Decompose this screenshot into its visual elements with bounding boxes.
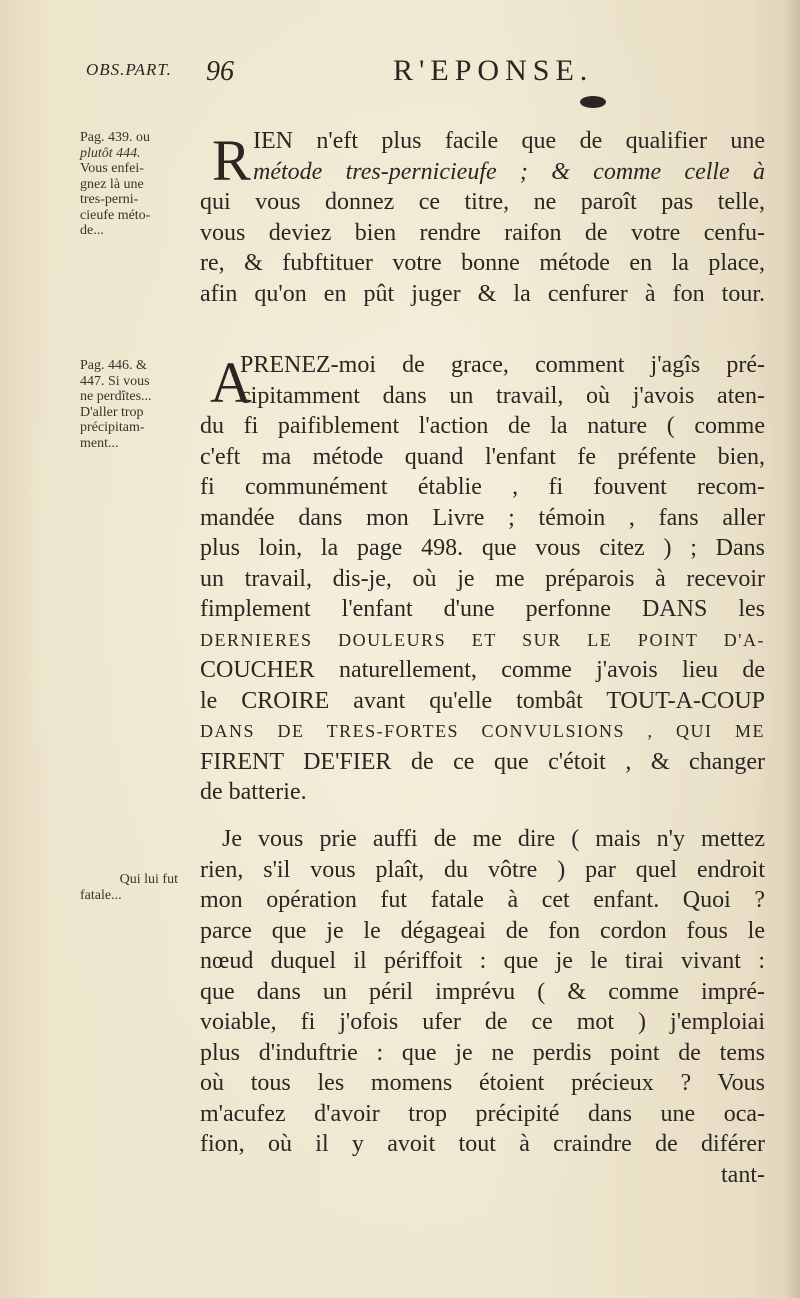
text-line: un travail, dis-je, où je me préparois à recevoir (200, 565, 765, 592)
text-line: afin qu'on en pût juger & la cenfurer à fon tour. (200, 280, 765, 307)
text-line: le CROIRE avant qu'elle tombât TOUT-A-COUP (200, 687, 765, 714)
paragraph-1 (200, 126, 765, 309)
running-head-section: OBS.PART. (86, 60, 172, 79)
margin-note-1 (80, 130, 190, 239)
text-line-small-caps: DANS DE TRES-FORTES CONVULSIONS , QUI ME (200, 721, 765, 741)
margin-note-line: ment... (80, 435, 119, 451)
margin-note-line: fatale... (80, 887, 122, 903)
text-line: nœud duquel il périffoit : que je le tirai vivant : (200, 948, 765, 974)
margin-note-line: Pag. 439. ou (80, 130, 150, 145)
text-line: COUCHER naturellement, comme j'avois lieu de (200, 657, 765, 683)
page-number: 96 (206, 56, 234, 87)
text-line: parce que je le dégageai de fon cordon fous le (200, 917, 765, 944)
text-line: re, & fubftituer votre bonne métode en la place, (200, 250, 765, 276)
margin-note-line: gnez là une (80, 176, 144, 192)
text-line: cipitamment dans un travail, où j'avois aten- (240, 382, 765, 409)
margin-note-line: Qui lui fut (119, 872, 178, 887)
text-line: qui vous donnez ce titre, ne paroît pas telle, (200, 189, 765, 215)
text-line: FIRENT DE'FIER de ce que c'étoit , & changer (200, 748, 765, 775)
text-line: plus loin, la page 498. que vous citez ) ; Dans (200, 535, 765, 561)
margin-note-line: ne perdîtes... (80, 389, 152, 404)
text-line: que dans un péril imprévu ( & comme impré- (200, 978, 765, 1005)
text-line: voiable, fi j'ofois ufer de ce mot ) j'emploiai (200, 1009, 765, 1035)
text-line: fion, où il y avoit tout à craindre de diférer (200, 1131, 765, 1157)
text-line: fimplement l'enfant d'une perfonne DANS les (200, 596, 765, 622)
margin-note-line: D'aller trop (80, 404, 144, 420)
paragraph-3 (200, 824, 765, 1190)
text-line: fi communément établie , fi fouvent recom- (200, 474, 765, 500)
text-line: mandée dans mon Livre ; témoin , fans aller (200, 504, 765, 531)
text-line: Je vous prie auffi de me dire ( mais n'y mettez (222, 826, 765, 852)
catchword: tant- (721, 1161, 765, 1188)
margin-note-line: tres-perni- (80, 192, 139, 207)
margin-note-line: précipitam- (80, 420, 145, 435)
margin-note-line: Pag. 446. & (80, 358, 147, 373)
text-line: où tous les momens étoient précieux ? Vous (200, 1070, 765, 1096)
text-line: c'eft ma métode quand l'enfant fe préfente bien, (200, 443, 765, 470)
margin-note-line: 447. Si vous (80, 373, 150, 389)
text-line: du fi paifiblement l'action de la nature ( comme (200, 413, 765, 439)
text-line: m'acufez d'avoir trop précipité dans une oca- (200, 1100, 765, 1127)
margin-note-line: cieufe méto- (80, 207, 151, 223)
text-line: plus d'induftrie : que je ne perdis point de tems (200, 1039, 765, 1066)
paragraph-2 (200, 350, 765, 808)
margin-note-3 (80, 872, 178, 903)
margin-note-2 (80, 358, 190, 451)
margin-note-line: Vous enfei- (80, 161, 144, 176)
running-head-title: R'EPONSE. (393, 54, 594, 87)
text-line: vous deviez bien rendre raifon de votre cenfu- (200, 219, 765, 246)
drop-cap-r: R (212, 128, 251, 193)
text-line: IEN n'eft plus facile que de qualifier une (253, 128, 765, 154)
ornament-fleuron-icon (580, 96, 606, 108)
drop-cap-a: A (210, 350, 252, 415)
margin-note-line: plutôt 444. (80, 145, 141, 161)
text-line: métode tres-pernicieufe ; & comme celle à (253, 158, 765, 185)
text-line: mon opération fut fatale à cet enfant. Quoi ? (200, 887, 765, 913)
margin-note-line: de... (80, 223, 104, 238)
text-line: PRENEZ-moi de grace, comment j'agîs pré- (240, 352, 765, 378)
text-line: de batterie. (200, 779, 307, 805)
text-line: rien, s'il vous plaît, du vôtre ) par quel endroit (200, 856, 765, 883)
text-line-small-caps: DERNIERES DOULEURS ET SUR LE POINT D'A- (200, 629, 765, 650)
